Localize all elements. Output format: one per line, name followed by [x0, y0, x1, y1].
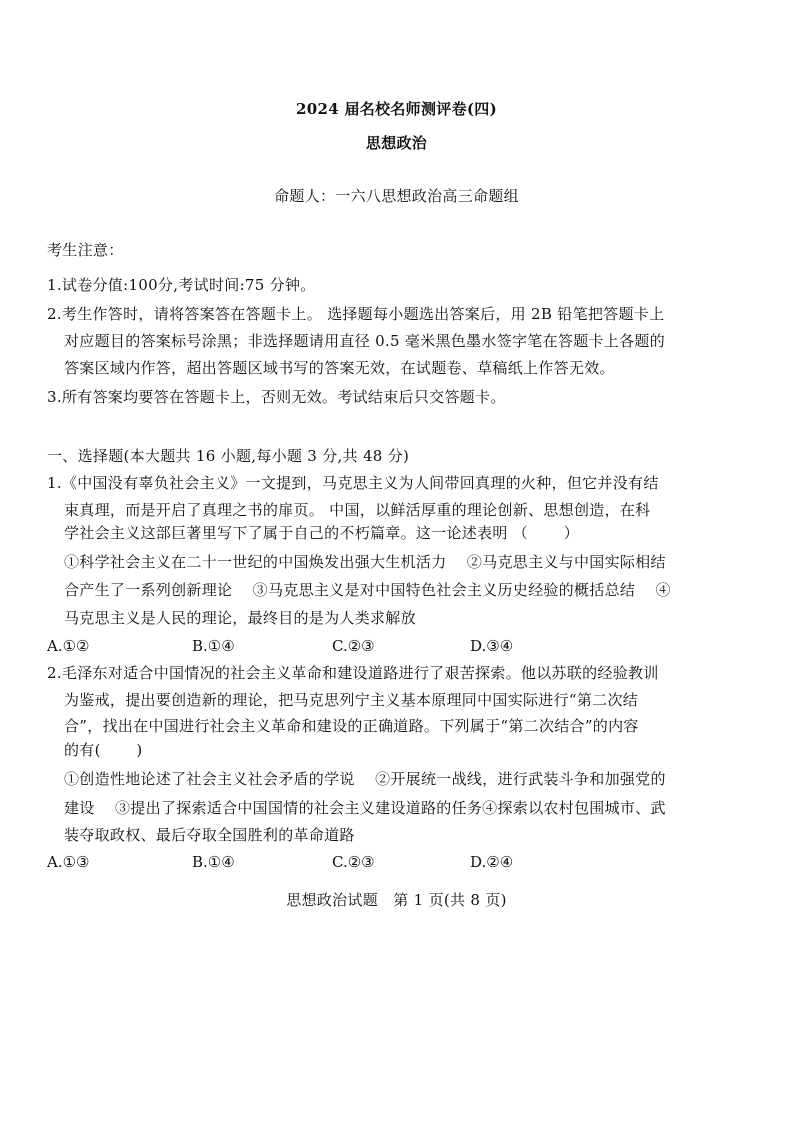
q1-statement-line-2: 合产生了一系列创新理论 ③马克思主义是对中国特色社会主义历史经验的概括总结 ④	[64, 581, 671, 599]
q1-line-2: 束真理，而是开启了真理之书的扉页。 中国，以鲜活厚重的理论创新、思想创造，在科	[64, 501, 651, 519]
notice-item-3: 3.所有答案均要答在答题卡上，否则无效。考试结束后只交答题卡。	[47, 388, 506, 406]
q1-option-d: D.③④	[470, 637, 514, 655]
q2-statement-line-2: 建设 ③提出了探索适合中国国情的社会主义建设道路的任务④探索以农村包围城市、武	[64, 799, 666, 817]
q2-option-d: D.②④	[470, 853, 514, 871]
q1-option-a: A.①②	[47, 637, 90, 655]
q2-line-4: 的有( )	[64, 741, 143, 759]
q2-statement-line-3: 装夺取政权、最后夺取全国胜利的革命道路	[64, 826, 355, 844]
q2-line-1: 2.毛泽东对适合中国情况的社会主义革命和建设道路进行了艰苦探索。他以苏联的经验教训	[47, 664, 659, 682]
q2-line-2: 为鉴戒，提出要创造新的理论，把马克思列宁主义基本原理同中国实际进行“第二次结	[64, 691, 639, 709]
notice-item-2-line-1: 2.考生作答时，请将答案答在答题卡上。 选择题每小题选出答案后，用 2B 铅笔把答题卡上	[47, 305, 665, 323]
notice-item-2-line-2: 对应题目的答案标号涂黑；非选择题请用直径 0.5 毫米黑色墨水签字笔在答题卡上各题的	[64, 332, 665, 350]
q2-option-b: B.①④	[192, 853, 235, 871]
q1-statement-line-1: ①科学社会主义在二十一世纪的中国焕发出强大生机活力 ②马克思主义与中国实际相结	[64, 553, 666, 571]
page-footer: 思想政治试题 第 1 页(共 8 页)	[286, 891, 507, 909]
q2-line-3: 合”，找出在中国进行社会主义革命和建设的正确道路。下列属于“第二次结合”的内容	[64, 717, 639, 735]
q2-statement-line-1: ①创造性地论述了社会主义社会矛盾的学说 ②开展统一战线，进行武装斗争和加强党的	[64, 770, 666, 788]
q1-line-1: 1.《中国没有辜负社会主义》一文提到，马克思主义为人间带回真理的火种，但它并没有结	[47, 474, 659, 492]
section-heading: 一、选择题(本大题共 16 小题,每小题 3 分,共 48 分)	[47, 447, 410, 465]
notice-item-2-line-3: 答案区域内作答，超出答题区域书写的答案无效，在试题卷、草稿纸上作答无效。	[64, 359, 615, 377]
notice-item-1: 1.试卷分值:100分,考试时间:75 分钟。	[47, 276, 316, 294]
q1-option-c: C.②③	[332, 637, 375, 655]
q2-option-a: A.①③	[47, 853, 90, 871]
author-line: 命题人：一六八思想政治高三命题组	[274, 187, 519, 205]
q1-option-b: B.①④	[192, 637, 235, 655]
q1-statement-line-3: 马克思主义是人民的理论，最终目的是为人类求解放	[64, 609, 416, 627]
exam-title: 2024 届名校名师测评卷(四)	[296, 100, 497, 118]
notice-heading: 考生注意：	[47, 241, 124, 259]
q2-option-c: C.②③	[332, 853, 375, 871]
subject-title: 思想政治	[365, 134, 428, 152]
q1-line-3: 学社会主义这部巨著里写下了属于自己的不朽篇章。这一论述表明 （ ）	[64, 524, 580, 542]
